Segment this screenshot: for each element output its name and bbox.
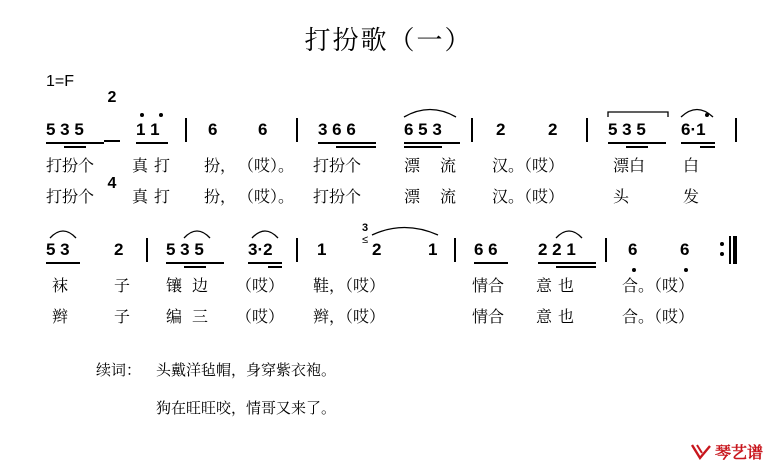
lyric: 漂白 [613,156,646,175]
lyric: 打扮个 [313,187,362,206]
note: 2 [114,240,124,259]
lyric: 鞋，（哎） [313,276,386,295]
lyric: 头 [613,187,630,206]
low-octave-dot [632,268,636,272]
note: 2 [372,240,382,259]
lyric: 流 [440,187,457,206]
lyric: 情合 [472,307,505,326]
note: 6 [628,240,638,259]
barline [146,238,148,262]
beam [268,266,282,268]
lyric: 打扮个 [313,156,362,175]
note-group: 3·2 [248,240,273,259]
beam [166,262,224,264]
lyric: 白 [683,156,700,175]
lyric: （哎）。 [238,187,295,206]
slur [50,231,76,238]
tuplet-mark: 3 [362,222,369,234]
note-group: 5 3 5 [166,240,204,259]
repeat-dot [720,252,724,256]
barline [454,238,456,262]
note-group: 1 1 [136,120,160,139]
lyric: 扮， [204,156,237,175]
lyric: 情合 [472,276,505,295]
note-group: 3 6 6 [318,120,356,139]
lyric: 辫 [52,307,69,326]
extra-verse-label: 续词： [96,361,142,379]
repeat-barline-thick [733,236,737,264]
lyric: 意也 [536,307,581,326]
note: 6 [258,120,268,139]
lyric: 合。（哎） [622,276,695,295]
lyric: （哎） [236,276,285,295]
beam [556,266,596,268]
logo-text: 琴艺谱 [714,443,763,462]
time-denominator: 4 [107,174,117,192]
beam [474,262,508,264]
repeat-barline-thin [729,236,731,264]
note-group: 5 3 5 [46,120,84,139]
note: 2 [496,120,506,139]
slur [252,231,278,238]
lyric: 打扮个 [46,187,95,206]
beam [184,266,206,268]
note-group: 5 3 [46,240,70,259]
lyric: （哎）。 [238,156,295,175]
barline [605,238,607,262]
lyric: 真打 [132,156,177,175]
lyric: 辫，（哎） [313,307,386,326]
lyric: 流 [440,156,457,175]
extra-verse-line-2: 狗在旺旺咬，情哥又来了。 [156,399,337,417]
lyric: 编三 [166,307,219,326]
tuplet-bracket-icon: ≤ [362,234,369,246]
note: 2 [548,120,558,139]
key-signature: 1=F [46,73,75,90]
lyric: 真打 [132,187,177,206]
lyric: 子 [114,276,131,295]
beam [538,262,596,264]
lyric: 子 [114,307,131,326]
slur [372,228,438,236]
note-group: 6·1 [681,120,706,139]
beam [248,262,282,264]
site-logo [690,440,763,463]
lyric: 打扮个 [46,156,95,175]
lyric: 意也 [536,276,581,295]
lyric: 漂 [404,156,421,175]
lyric: 汉。（哎） [492,187,565,206]
note: 6 [680,240,690,259]
note: 1 [428,240,438,259]
lyric: 发 [683,187,700,206]
extra-verse-line-1: 头戴洋毡帽，身穿紫衣袍。 [156,361,337,379]
low-octave-dot [684,268,688,272]
note-group: 6 5 3 [404,120,442,139]
note: 6 [208,120,218,139]
barline [296,238,298,262]
slur [184,231,210,238]
note-group: 6 6 [474,240,498,259]
lyric: 合。（哎） [622,307,695,326]
slur [556,231,582,238]
note-group: 5 3 5 [608,120,646,139]
lyric: （哎） [236,307,285,326]
lyric: 镶边 [166,276,219,295]
repeat-dot [720,242,724,246]
lyric: 扮， [204,187,237,206]
piano-key-icon [690,442,712,462]
note: 1 [317,240,327,259]
lyric: 漂 [404,187,421,206]
lyric: 袜 [52,276,69,295]
lyric: 汉。（哎） [492,156,565,175]
beam [46,262,80,264]
time-numerator: 2 [107,89,117,106]
note-group: 2 2 1 [538,240,576,259]
page-title: 打扮歌（一） [304,26,473,56]
